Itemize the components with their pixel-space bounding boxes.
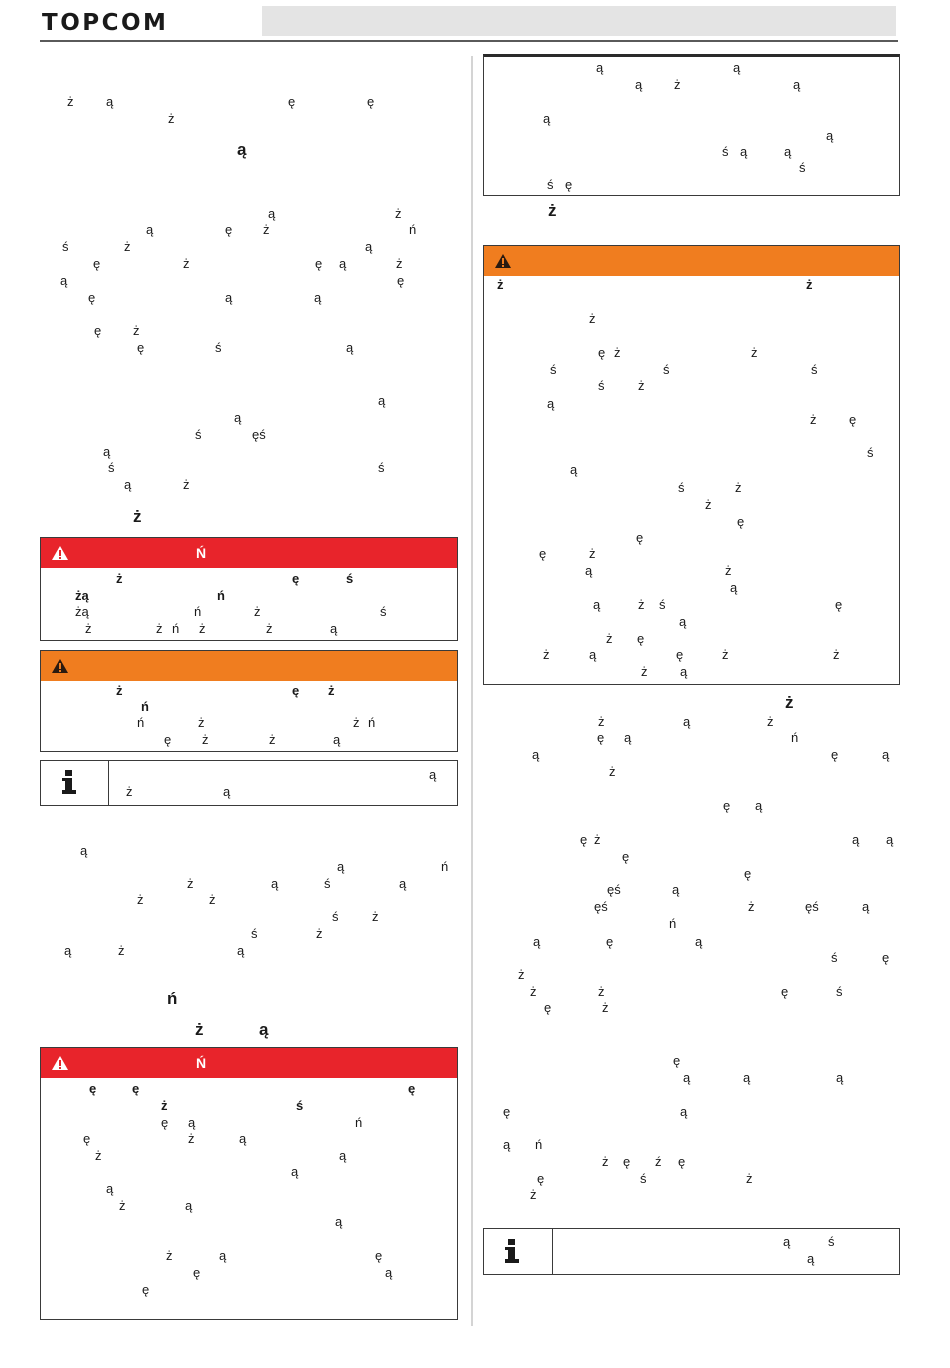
glyph: ę (637, 631, 645, 646)
glyph: ę (678, 1154, 686, 1169)
glyph: ą (543, 111, 551, 126)
warning-band (41, 651, 457, 681)
glyph: ę (537, 1171, 545, 1186)
glyph: ń (137, 715, 145, 730)
warning-band (484, 246, 899, 276)
glyph: ą (593, 597, 601, 612)
glyph: ą (533, 934, 541, 949)
glyph: ę (882, 950, 890, 965)
glyph: ą (103, 444, 111, 459)
glyph: ę (622, 849, 630, 864)
glyph: ą (399, 876, 407, 891)
glyph: ą (862, 899, 870, 914)
glyph: ż (395, 206, 402, 221)
glyph: ą (807, 1251, 815, 1266)
glyph: ś (659, 597, 666, 612)
glyph: ą (740, 144, 748, 159)
glyph: ą (223, 784, 231, 799)
glyph: ś (380, 604, 387, 619)
glyph: ż (156, 621, 163, 636)
glyph: ę (367, 94, 375, 109)
glyph: ż (124, 239, 131, 254)
glyph: ą (680, 1104, 688, 1119)
glyph: ż (833, 647, 840, 662)
glyph: ą (624, 730, 632, 745)
glyph: ż (497, 277, 504, 292)
glyph: ę (315, 256, 323, 271)
glyph: ą (503, 1137, 511, 1152)
glyph: ę (503, 1104, 511, 1119)
glyph: ń (141, 699, 149, 714)
warning-triangle-icon (51, 658, 69, 674)
glyph: ś (251, 926, 258, 941)
subsection-heading-glyph: ą (259, 1020, 269, 1039)
glyph: ż (266, 621, 273, 636)
glyph: ż (269, 732, 276, 747)
glyph: ę (88, 290, 96, 305)
glyph: ż (116, 683, 123, 698)
glyph: ą (793, 77, 801, 92)
glyph: ż (641, 664, 648, 679)
glyph: ż (67, 94, 74, 109)
glyph: ę (606, 934, 614, 949)
glyph: ż (748, 899, 755, 914)
glyph: ę (737, 514, 745, 529)
glyph: ś (828, 1234, 835, 1249)
glyph: żą (75, 604, 89, 619)
glyph: ż (372, 909, 379, 924)
info-icon (504, 1239, 520, 1266)
glyph: ń (535, 1137, 543, 1152)
danger-title: Ń (196, 1055, 207, 1071)
danger-notice (40, 537, 458, 641)
section-heading: ż (785, 693, 794, 712)
glyph: ą (333, 732, 341, 747)
glyph: żą (75, 588, 89, 603)
glyph: ż (598, 984, 605, 999)
column-divider (471, 56, 473, 1326)
glyph: ę (292, 683, 300, 698)
glyph: ż (199, 621, 206, 636)
glyph: ę (673, 1053, 681, 1068)
glyph: ą (268, 206, 276, 221)
glyph: ę (849, 412, 857, 427)
glyph: ż (95, 1148, 102, 1163)
warning-triangle-icon (51, 545, 69, 561)
glyph: ń (441, 859, 449, 874)
glyph: ż (598, 714, 605, 729)
glyph: ś (598, 378, 605, 393)
glyph: ę (89, 1081, 97, 1096)
glyph: ą (291, 1164, 299, 1179)
glyph: ż (589, 546, 596, 561)
danger-title: Ń (196, 545, 207, 561)
danger-band (41, 1048, 457, 1078)
glyph: ż (638, 597, 645, 612)
glyph: ż (183, 477, 190, 492)
glyph: ą (225, 290, 233, 305)
glyph: ą (346, 340, 354, 355)
glyph: ń (355, 1115, 363, 1130)
glyph: ą (337, 859, 345, 874)
glyph: ż (606, 631, 613, 646)
glyph: ż (254, 604, 261, 619)
glyph: ż (161, 1098, 168, 1113)
glyph: ż (133, 323, 140, 338)
glyph: ę (161, 1115, 169, 1130)
glyph: ś (722, 144, 729, 159)
glyph: ś (867, 445, 874, 460)
glyph: ń (409, 222, 417, 237)
glyph: ś (831, 950, 838, 965)
glyph: ź (655, 1154, 662, 1169)
glyph: ą (80, 843, 88, 858)
glyph: ż (725, 563, 732, 578)
glyph: ś (836, 984, 843, 999)
glyph: ś (550, 362, 557, 377)
glyph: ż (735, 480, 742, 495)
glyph: ś (215, 340, 222, 355)
glyph: ę (539, 546, 547, 561)
glyph: ą (743, 1070, 751, 1085)
glyph: ż (316, 926, 323, 941)
glyph: ą (683, 714, 691, 729)
warning-notice (483, 245, 900, 685)
glyph: ą (886, 832, 894, 847)
warning-notice (40, 650, 458, 752)
glyph: ą (826, 128, 834, 143)
glyph: ś (799, 160, 806, 175)
glyph: ż (202, 732, 209, 747)
glyph: ś (678, 480, 685, 495)
glyph: ą (330, 621, 338, 636)
subsection-heading-glyph: ż (195, 1020, 204, 1039)
glyph: ś (195, 427, 202, 442)
glyph: ę (137, 340, 145, 355)
glyph: ę (408, 1081, 416, 1096)
note-box (483, 54, 900, 196)
glyph: ą (106, 94, 114, 109)
glyph: ż (602, 1000, 609, 1015)
glyph: ń (194, 604, 202, 619)
glyph: ż (614, 345, 621, 360)
glyph: ś (108, 460, 115, 475)
glyph: ę (375, 1248, 383, 1263)
glyph: ż (198, 715, 205, 730)
glyph: ż (119, 1198, 126, 1213)
info-notice (40, 760, 458, 806)
glyph: ż (353, 715, 360, 730)
glyph: ę (565, 177, 573, 192)
glyph: ń (172, 621, 180, 636)
glyph: ż (674, 77, 681, 92)
glyph: ę (781, 984, 789, 999)
section-heading: ż (548, 201, 557, 220)
glyph: ęś (607, 882, 621, 897)
glyph: ą (124, 477, 132, 492)
glyph: ę (93, 256, 101, 271)
glyph: ż (638, 378, 645, 393)
glyph: ż (166, 1248, 173, 1263)
warning-triangle-icon (51, 1055, 69, 1071)
glyph: ę (744, 866, 752, 881)
glyph: ś (62, 239, 69, 254)
glyph: ż (530, 984, 537, 999)
info-cell (484, 1229, 553, 1274)
glyph: ą (314, 290, 322, 305)
danger-band (41, 538, 457, 568)
glyph: ę (831, 747, 839, 762)
glyph: ą (733, 60, 741, 75)
glyph: ą (783, 1234, 791, 1249)
glyph: ą (852, 832, 860, 847)
glyph: ą (335, 1214, 343, 1229)
glyph: ś (324, 876, 331, 891)
glyph: ę (132, 1081, 140, 1096)
glyph: ż (263, 222, 270, 237)
header-bar (262, 6, 896, 36)
glyph: ż (188, 1131, 195, 1146)
glyph: ż (767, 714, 774, 729)
glyph: ą (755, 798, 763, 813)
glyph: ż (137, 892, 144, 907)
glyph: ś (332, 909, 339, 924)
glyph: ę (164, 732, 172, 747)
glyph: ż (806, 277, 813, 292)
glyph: ę (225, 222, 233, 237)
glyph: ę (723, 798, 731, 813)
section-heading: ń (167, 989, 178, 1008)
glyph: ą (60, 273, 68, 288)
glyph: ę (292, 571, 300, 586)
glyph: ą (683, 1070, 691, 1085)
glyph: ż (602, 1154, 609, 1169)
glyph: ą (365, 239, 373, 254)
glyph: ś (663, 362, 670, 377)
glyph: ę (835, 597, 843, 612)
glyph: ż (705, 497, 712, 512)
glyph: ż (209, 892, 216, 907)
glyph: ą (185, 1198, 193, 1213)
glyph: ż (396, 256, 403, 271)
glyph: ę (83, 1131, 91, 1146)
glyph: ą (339, 256, 347, 271)
glyph: ą (635, 77, 643, 92)
glyph: ż (116, 571, 123, 586)
info-icon (61, 770, 77, 797)
info-cell (41, 761, 109, 805)
glyph: ą (596, 60, 604, 75)
glyph: ę (676, 647, 684, 662)
brand-logo: TOPCOM (42, 10, 169, 36)
glyph: ż (183, 256, 190, 271)
warning-triangle-icon (494, 253, 512, 269)
glyph: ą (585, 563, 593, 578)
glyph: ę (193, 1265, 201, 1280)
glyph: ą (146, 222, 154, 237)
glyph: ż (530, 1187, 537, 1202)
glyph: ż (118, 943, 125, 958)
glyph: ń (791, 730, 799, 745)
glyph: ę (597, 730, 605, 745)
glyph: ą (239, 1131, 247, 1146)
glyph: ż (746, 1171, 753, 1186)
glyph: ą (188, 1115, 196, 1130)
glyph: ą (784, 144, 792, 159)
glyph: ę (288, 94, 296, 109)
glyph: ą (271, 876, 279, 891)
glyph: ą (570, 462, 578, 477)
glyph: ą (219, 1248, 227, 1263)
header-rule (40, 40, 898, 42)
glyph: ę (598, 345, 606, 360)
glyph: ęś (594, 899, 608, 914)
glyph: ą (836, 1070, 844, 1085)
glyph: ś (547, 177, 554, 192)
glyph: ż (751, 345, 758, 360)
glyph: ż (543, 647, 550, 662)
glyph: ą (672, 882, 680, 897)
glyph: ś (296, 1098, 304, 1113)
glyph: ą (234, 410, 242, 425)
glyph: ę (636, 530, 644, 545)
glyph: ą (429, 767, 437, 782)
glyph: ż (609, 764, 616, 779)
info-notice (483, 1228, 900, 1275)
glyph: ą (547, 396, 555, 411)
glyph: ą (378, 393, 386, 408)
glyph: ż (85, 621, 92, 636)
glyph: ń (368, 715, 376, 730)
glyph: ą (237, 943, 245, 958)
glyph: ą (695, 934, 703, 949)
danger-notice (40, 1047, 458, 1320)
glyph: ęś (805, 899, 819, 914)
glyph: ę (544, 1000, 552, 1015)
glyph: ę (580, 832, 588, 847)
glyph: ń (217, 588, 225, 603)
glyph: ś (346, 571, 354, 586)
glyph: ę (397, 273, 405, 288)
glyph: ą (339, 1148, 347, 1163)
glyph: ż (126, 784, 133, 799)
glyph: ż (518, 967, 525, 982)
glyph: ą (589, 647, 597, 662)
glyph: ą (730, 580, 738, 595)
glyph: ś (640, 1171, 647, 1186)
glyph: ą (680, 664, 688, 679)
glyph: ż (810, 412, 817, 427)
glyph: ż (589, 311, 596, 326)
glyph: ą (532, 747, 540, 762)
glyph: ś (378, 460, 385, 475)
glyph: ą (385, 1265, 393, 1280)
glyph: ą (64, 943, 72, 958)
section-heading: ą (237, 140, 247, 159)
section-heading: ż (133, 507, 142, 526)
glyph: ż (328, 683, 335, 698)
glyph: ą (679, 614, 687, 629)
glyph: ę (142, 1282, 150, 1297)
glyph: ą (882, 747, 890, 762)
glyph: ę (94, 323, 102, 338)
glyph: ś (811, 362, 818, 377)
glyph: ęś (252, 427, 266, 442)
glyph: ż (594, 832, 601, 847)
glyph: ń (669, 916, 677, 931)
glyph: ż (722, 647, 729, 662)
glyph: ż (168, 111, 175, 126)
glyph: ą (106, 1181, 114, 1196)
glyph: ż (187, 876, 194, 891)
glyph: ę (623, 1154, 631, 1169)
